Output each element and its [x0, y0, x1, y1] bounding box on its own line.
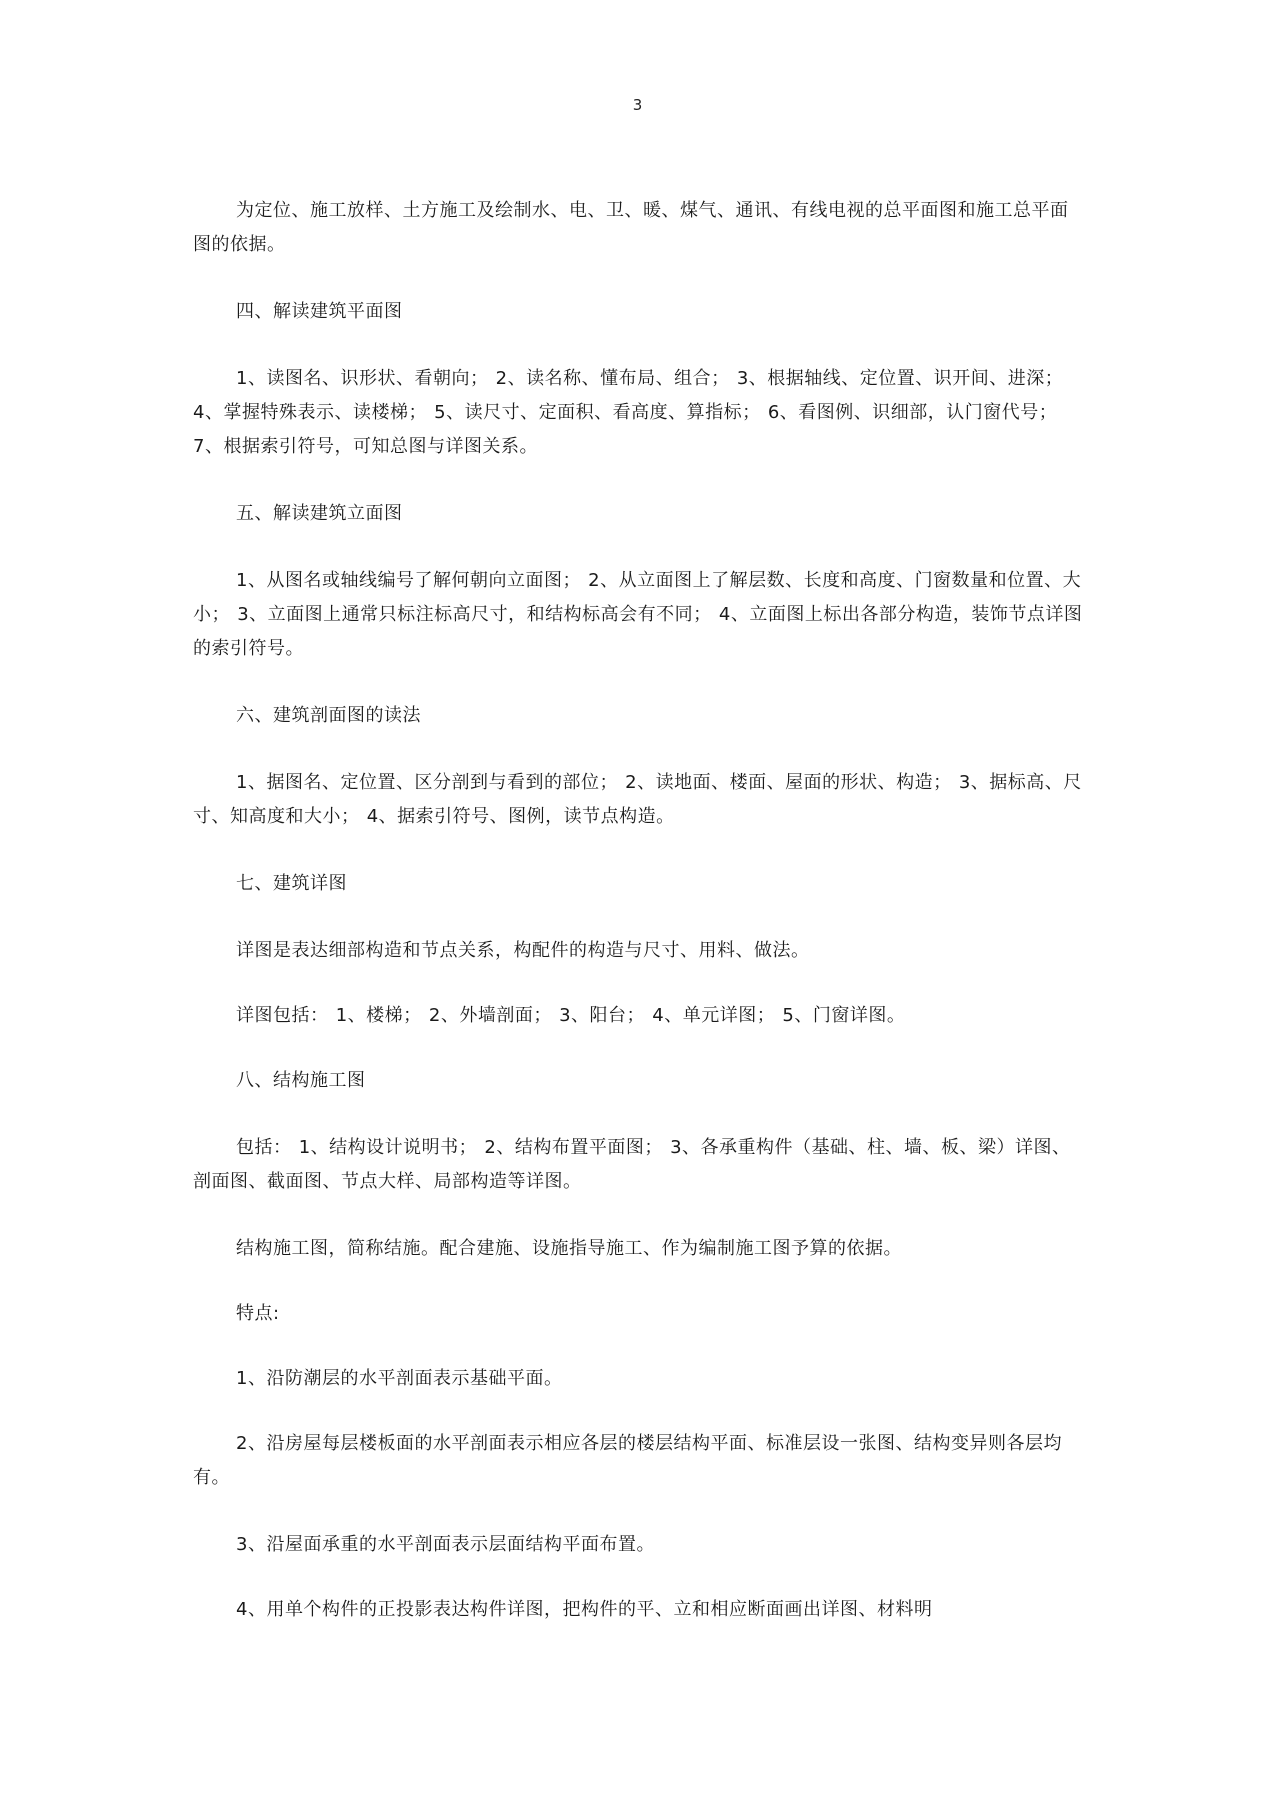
paragraph-structure-contents: 包括： 1、结构设计说明书； 2、结构布置平面图； 3、各承重构件（基础、柱、墙、板、梁）详图、剖面图、截面图、节点大样、局部构造等详图。	[193, 1137, 1071, 1192]
paragraph-site-plan-basis: 为定位、施工放样、土方施工及绘制水、电、卫、暖、煤气、通讯、有线电视的总平面图和施工总平面图的依据。	[193, 200, 1069, 255]
paragraph-features-label: 特点:	[236, 1303, 280, 1324]
paragraph-feature-4: 4、用单个构件的正投影表达构件详图，把构件的平、立和相应断面画出详图、材料明	[236, 1599, 933, 1620]
document-body	[193, 194, 1083, 1660]
paragraph-feature-2: 2、沿房屋每层楼板面的水平剖面表示相应各层的楼层结构平面、标准层设一张图、结构变异则各层均有。	[193, 1433, 1062, 1488]
paragraph-detail-items: 详图包括： 1、楼梯； 2、外墙剖面； 3、阳台； 4、单元详图； 5、门窗详图。	[236, 1005, 906, 1026]
paragraph-detail-definition: 详图是表达细部构造和节点关系，构配件的构造与尺寸、用料、做法。	[236, 940, 810, 961]
section-heading-elevation: 五、解读建筑立面图	[236, 503, 403, 524]
section-heading-structure: 八、结构施工图	[236, 1070, 366, 1091]
page-number: 3	[632, 96, 643, 114]
paragraph-plan-steps: 1、读图名、识形状、看朝向； 2、读名称、懂布局、组合； 3、根据轴线、定位置、识开间、进深； 4、掌握特殊表示、读楼梯； 5、读尺寸、定面积、看高度、算指标； 6、看图例、识细部，认门窗代号； 7、根据索引符号，可知总图与详图关系。	[193, 368, 1064, 457]
paragraph-section-steps: 1、据图名、定位置、区分剖到与看到的部位； 2、读地面、楼面、屋面的形状、构造； 3、据标高、尺寸、知高度和大小； 4、据索引符号、图例，读节点构造。	[193, 772, 1082, 827]
paragraph-elevation-steps: 1、从图名或轴线编号了解何朝向立面图； 2、从立面图上了解层数、长度和高度、门窗数量和位置、大小； 3、立面图上通常只标注标高尺寸，和结构标高会有不同； 4、立面图上标出各部分构造，装饰节点详图的索引符号。	[193, 570, 1083, 659]
section-heading-section: 六、建筑剖面图的读法	[236, 705, 421, 726]
paragraph-feature-1: 1、沿防潮层的水平剖面表示基础平面。	[236, 1368, 563, 1389]
section-heading-detail: 七、建筑详图	[236, 873, 347, 894]
paragraph-structure-purpose: 结构施工图，简称结施。配合建施、设施指导施工、作为编制施工图予算的依据。	[236, 1238, 902, 1259]
paragraph-feature-3: 3、沿屋面承重的水平剖面表示层面结构平面布置。	[236, 1534, 655, 1555]
section-heading-plan: 四、解读建筑平面图	[236, 301, 403, 322]
